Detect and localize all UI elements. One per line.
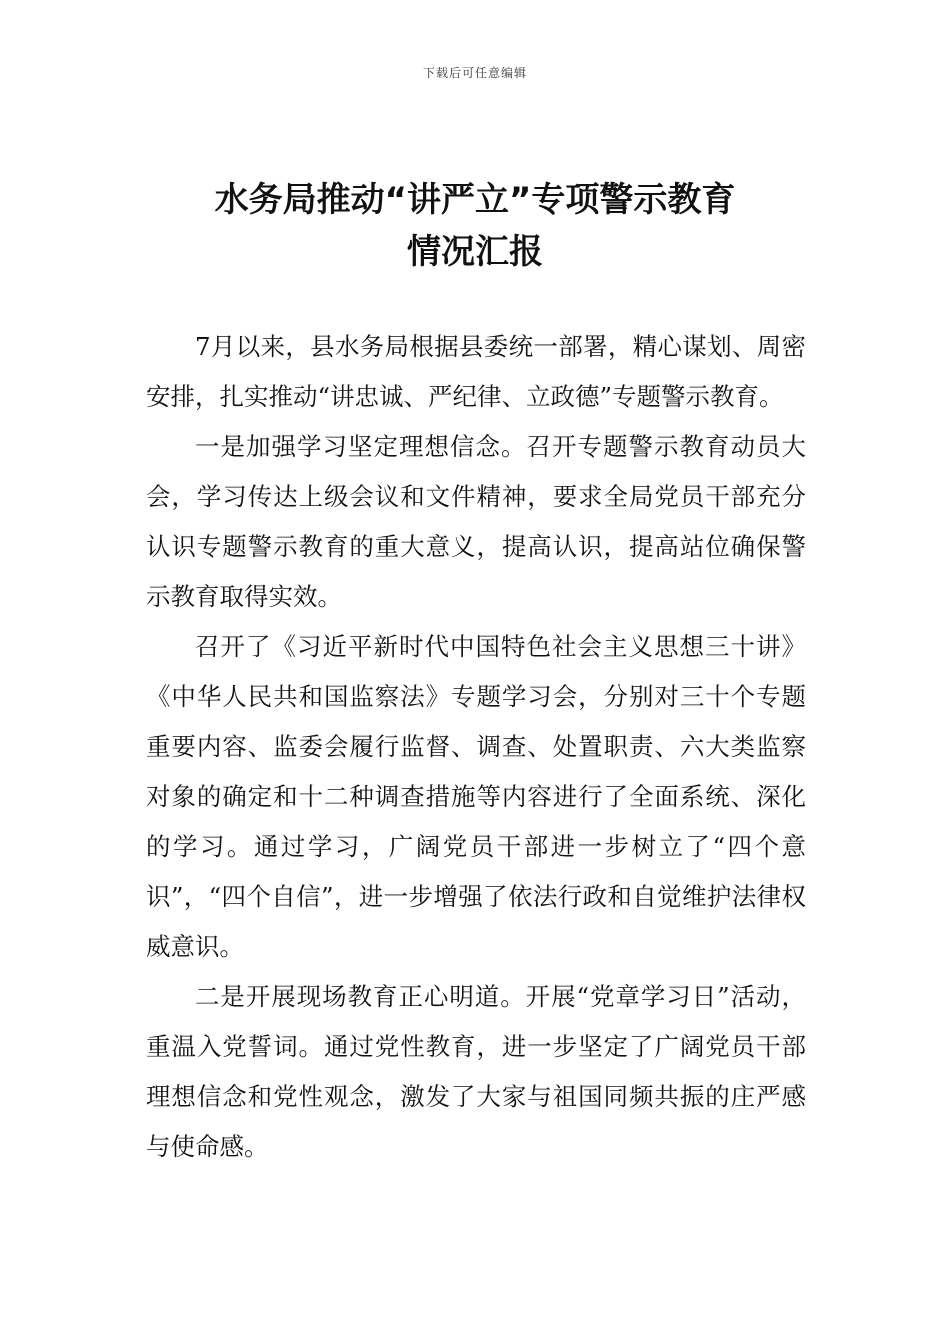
paragraph-intro: 7月以来，县水务局根据县委统一部署，精心谋划、周密安排，扎实推动“讲忠诚、严纪律、立政德”专题警示教育。 <box>146 332 806 411</box>
document-title <box>0 174 950 278</box>
paragraph-onsite-education: 二是开展现场教育正心明道。开展“党章学习日”活动，重温入党誓词。通过党性教育，进一步坚定了广阔党员干部理想信念和党性观念，激发了大家与祖国同频共振的庄严感与使命感。 <box>146 982 806 1161</box>
paragraph-study: 一是加强学习坚定理想信念。召开专题警示教育动员大会，学习传达上级会议和文件精神，要求全局党员干部充分认识专题警示教育的重大意义，提高认识，提高站位确保警示教育取得实效。 <box>146 432 806 611</box>
header-note: 下载后可任意编辑 <box>422 66 527 80</box>
title-line-2: 情况汇报 <box>407 232 543 272</box>
title-line-1: 水务局推动“讲严立”专项警示教育 <box>214 180 736 220</box>
document-body <box>146 322 806 1172</box>
paragraph-meeting: 召开了《习近平新时代中国特色社会主义思想三十讲》《中华人民共和国监察法》专题学习会，分别对三十个专题重要内容、监委会履行监督、调查、处置职责、六大类监察对象的确定和十二种调查措施等内容进行了全面系统、深化的学习。通过学习，广阔党员干部进一步树立了“四个意识”，“四个自信”，进一步增强了依法行政和自觉维护法律权威意识。 <box>146 632 806 961</box>
